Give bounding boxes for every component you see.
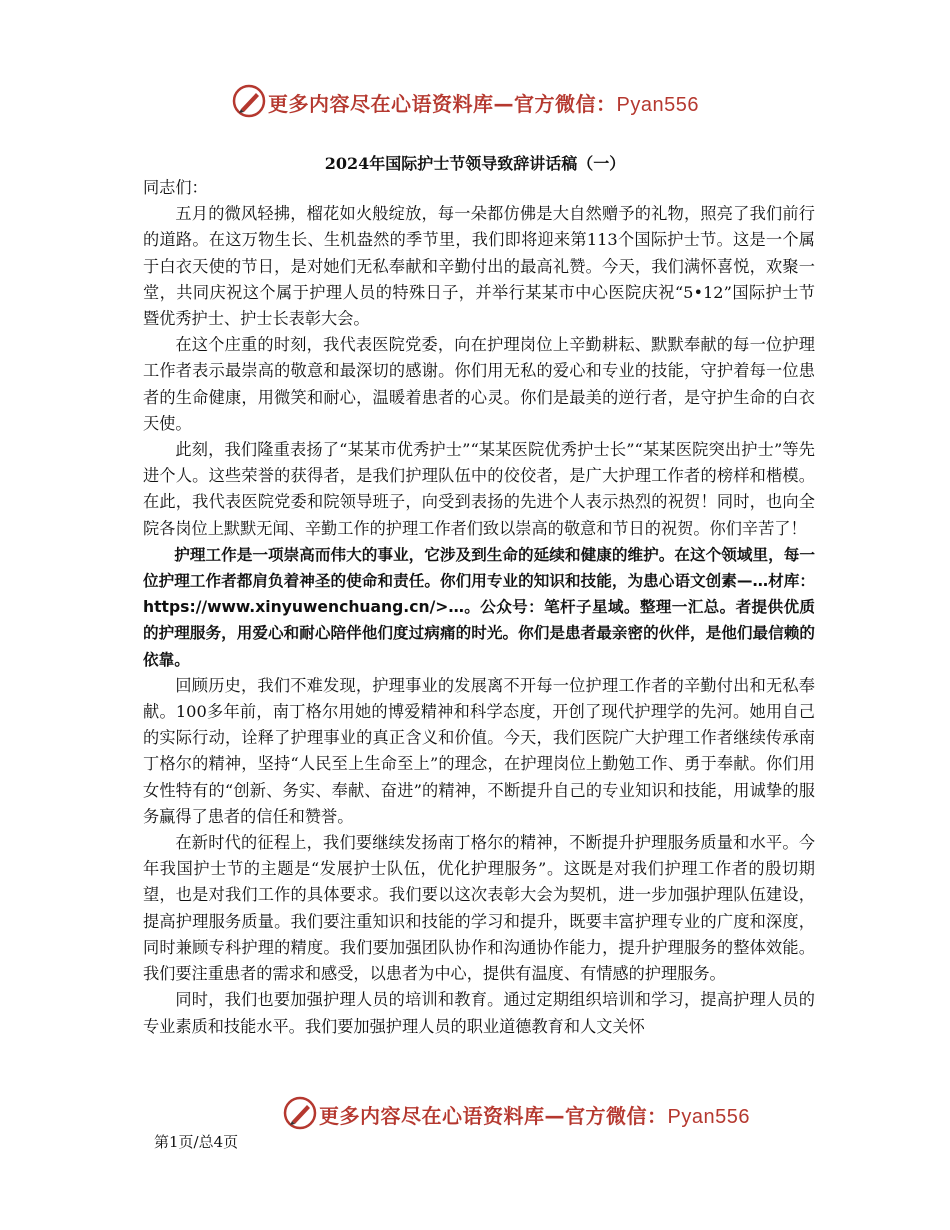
footer-banner [0, 1094, 950, 1134]
paragraph: 同时，我们也要加强护理人员的培训和教育。通过定期组织培训和学习，提高护理人员的专业素质和技能水平。我们要加强护理人员的职业道德教育和人文关怀 [143, 990, 815, 1036]
paragraph: 在新时代的征程上，我们要继续发扬南丁格尔的精神，不断提升护理服务质量和水平。今年我国护士节的主题是“发展护士队伍，优化护理服务”。这既是对我们护理工作者的殷切期望，也是对我们工作的具体要求。我们要以这次表彰大会为契机，进一步加强护理队伍建设，提高护理服务质量。我们要注重知识和技能的学习和提升，既要丰富护理专业的广度和深度，同时兼顾专科护理的精度。我们要加强团队协作和沟通协作能力，提升护理服务的整体效能。我们要注重患者的需求和感受，以患者为中心，提供有温度、有情感的护理服务。 [143, 833, 815, 984]
paragraph: 回顾历史，我们不难发现，护理事业的发展离不开每一位护理工作者的辛勤付出和无私奉献。100多年前，南丁格尔用她的博爱精神和科学态度，开创了现代护理学的先河。她用自己的实际行动，诠释了护理事业的真正含义和价值。今天，我们医院广大护理工作者继续传承南丁格尔的精神，坚持“人民至上生命至上”的理念，在护理岗位上勤勉工作、勇于奉献。你们用女性特有的“创新、务实、奉献、奋进”的精神，不断提升自己的专业知识和技能，用诚挚的服务赢得了患者的信任和赞誉。 [143, 675, 815, 826]
paragraph-bold: 护理工作是一项崇高而伟大的事业，它涉及到生命的延续和健康的维护。在这个领域里，每一位护理工作者都肩负着神圣的使命和责任。你们用专业的知识和技能，为患心语文创素—…材库：https://www.xinyuwenchuang.cn/>…。公众号：笔杆子星域。整理一汇总。者提供优质的护理服务，用爱心和耐心陪伴他们度过病痛的时光。你们是患者最亲密的伙伴，是他们最信赖的依靠。 [143, 545, 815, 669]
pen-logo-icon [232, 84, 266, 118]
paragraph: 在这个庄重的时刻，我代表医院党委，向在护理岗位上辛勤耕耘、默默奉献的每一位护理工作者表示最崇高的敬意和最深切的感谢。你们用无私的爱心和专业的技能，守护着每一位患者的生命健康，用微笑和耐心，温暖着患者的心灵。你们是最美的逆行者，是守护生命的白衣天使。 [143, 335, 815, 433]
paragraph: 此刻，我们隆重表扬了“某某市优秀护士”“某某医院优秀护士长”“某某医院突出护士”等先进个人。这些荣誉的获得者，是我们护理队伍中的佼佼者，是广大护理工作者的榜样和楷模。在此，我代表医院党委和院领导班子，向受到表扬的先进个人表示热烈的祝贺！同时，也向全院各岗位上默默无闻、辛勤工作的护理工作者们致以崇高的敬意和节日的祝贺。你们辛苦了！ [143, 440, 815, 538]
document-title: 2024年国际护士节领导致辞讲话稿（一） [324, 154, 626, 173]
banner-text: 更多内容尽在心语资料库—官方微信：Pyan556 [268, 92, 699, 116]
paragraph: 五月的微风轻拂，榴花如火般绽放，每一朵都仿佛是大自然赠予的礼物，照亮了我们前行的道路。在这万物生长、生机盎然的季节里，我们即将迎来第113个国际护士节。这是一个属于白衣天使的节日，是对她们无私奉献和辛勤付出的最高礼赞。今天，我们满怀喜悦，欢聚一堂，共同庆祝这个属于护理人员的特殊日子，并举行某某市中心医院庆祝“5•12”国际护士节暨优秀护士、护士长表彰大会。 [143, 204, 815, 329]
document-body [143, 175, 815, 1040]
header-banner [0, 82, 950, 122]
banner-text: 更多内容尽在心语资料库—官方微信：Pyan556 [319, 1104, 750, 1128]
page-number: 第1页/总4页 [154, 1133, 239, 1151]
salutation: 同志们： [143, 178, 208, 197]
pen-logo-icon [283, 1096, 317, 1130]
